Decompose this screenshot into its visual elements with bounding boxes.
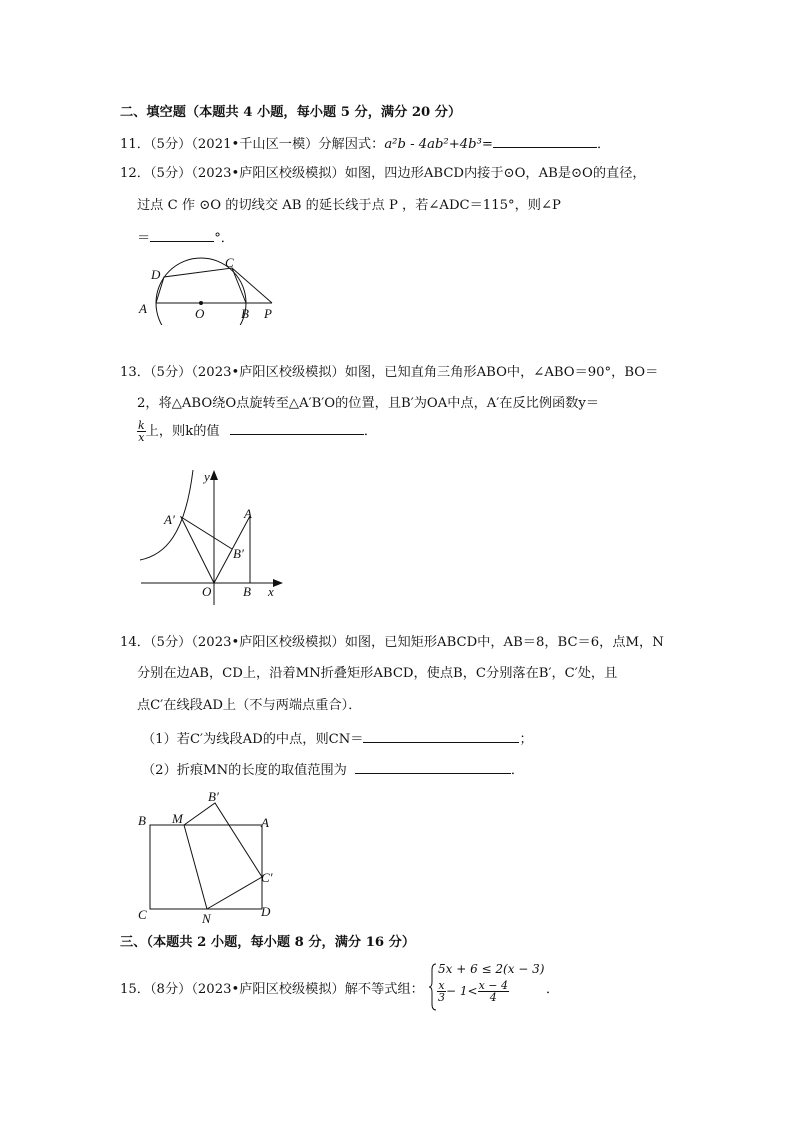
label-d: D bbox=[151, 267, 161, 282]
question-11 bbox=[120, 134, 610, 154]
label-c: C bbox=[138, 907, 147, 922]
section-heading-problems: 三、（本题共 2 小题，每小题 8 分，满分 16 分） bbox=[120, 935, 416, 950]
q15-inequality-system bbox=[429, 962, 549, 1012]
folded-edge-nc1 bbox=[207, 877, 262, 909]
triangle-a1b1o bbox=[181, 517, 232, 583]
label-a: A bbox=[244, 506, 252, 521]
q13-line-3-text: 上，则k的值 bbox=[145, 424, 220, 439]
q14-line-3: 点C′在线段AD上（不与两端点重合）． bbox=[137, 698, 362, 713]
label-b: B bbox=[241, 306, 249, 321]
q14-sub1-text: （1）若C′为线段AD的中点，则CN＝ bbox=[142, 732, 364, 747]
q13-line-1: 13．（5分）（2023•庐阳区校级模拟）如图，已知直角三角形ABO中，∠ABO＝90°，BO＝ bbox=[120, 365, 659, 380]
q13-answer-blank[interactable] bbox=[230, 421, 364, 435]
tangent-cp bbox=[232, 268, 272, 303]
triangle-abo bbox=[214, 516, 250, 583]
q12-line-3 bbox=[137, 228, 234, 248]
q11-prefix: 11．（5分）（2021•千山区一模）分解因式： bbox=[120, 137, 385, 152]
center-point bbox=[199, 301, 203, 305]
q14-sub2-answer-blank[interactable] bbox=[355, 760, 511, 774]
q14-rectangle-figure bbox=[132, 785, 282, 925]
q15-inequality-1: 5x + 6 ≤ 2(x − 3) bbox=[438, 962, 545, 976]
q13-line-3 bbox=[137, 420, 377, 443]
label-n: N bbox=[202, 911, 211, 925]
q13-coordinate-figure bbox=[135, 465, 285, 605]
q14-sub-question-2 bbox=[142, 760, 524, 780]
quadrilateral-abcd bbox=[156, 268, 246, 303]
label-b-prime: B′ bbox=[233, 546, 244, 561]
label-d: D bbox=[261, 904, 271, 919]
q15-fraction-x-over-3: $\frac{x}{3}$ bbox=[438, 979, 445, 1004]
q15-minus-one-less: − 1< bbox=[446, 984, 478, 998]
rectangle-abcd bbox=[150, 825, 262, 909]
label-b: B bbox=[138, 813, 146, 828]
q14-sub2-suffix: ． bbox=[510, 763, 525, 778]
q13-suffix: ． bbox=[363, 424, 377, 439]
q14-sub1-suffix: ； bbox=[519, 732, 533, 747]
q11-expression: a²b - 4ab²+4b³= bbox=[384, 137, 493, 152]
label-o: O bbox=[202, 584, 212, 599]
q12-line-1: 12．（5分）（2023•庐阳区校级模拟）如图，四边形ABCD内接于⊙O，AB是⊙O的直径， bbox=[120, 166, 646, 181]
q13-fraction-k-over-x: $\frac{k}{x}$ bbox=[138, 419, 145, 444]
left-brace-icon bbox=[429, 962, 437, 1012]
q15-inequality-2 bbox=[437, 980, 509, 1003]
q12-equals: ＝ bbox=[137, 231, 151, 246]
q11-answer-blank[interactable] bbox=[493, 134, 597, 148]
label-c-prime: C′ bbox=[261, 870, 273, 885]
label-x: x bbox=[268, 584, 274, 599]
y-axis-arrow bbox=[210, 470, 218, 480]
section-heading-fill-blank: 二、填空题（本题共 4 小题，每小题 5 分，满分 20 分） bbox=[120, 105, 462, 120]
q15-fraction-x-minus-4-over-4: $\frac{x - 4}{4}$ bbox=[478, 979, 508, 1004]
q14-sub-question-1 bbox=[142, 729, 533, 749]
label-p: P bbox=[264, 306, 272, 321]
q12-degree-suffix: °． bbox=[214, 231, 234, 246]
q15-suffix: ． bbox=[546, 982, 560, 997]
label-o: O bbox=[195, 306, 205, 321]
q12-answer-blank[interactable] bbox=[150, 228, 214, 242]
label-a: A bbox=[139, 301, 147, 316]
q14-sub1-answer-blank[interactable] bbox=[363, 729, 519, 743]
q12-line-2: 过点 C 作 ⊙O 的切线交 AB 的延长线于点 P ，若∠ADC＝115°，则∠P bbox=[137, 198, 561, 213]
q14-sub2-text: （2）折痕MN的长度的取值范围为 bbox=[142, 763, 347, 778]
q13-line-2: 2，将△ABO绕O点旋转至△A′B′O的位置，且B′为OA中点，A′在反比例函数y＝ bbox=[137, 396, 600, 411]
q11-suffix: ． bbox=[596, 137, 611, 152]
label-c: C bbox=[225, 255, 234, 270]
q14-line-1: 14．（5分）（2023•庐阳区校级模拟）如图，已知矩形ABCD中，AB＝8，BC＝6，点M，N bbox=[120, 635, 664, 650]
q14-line-2: 分别在边AB，CD上，沿着MN折叠矩形ABCD，使点B，C分别落在B′，C′处，且 bbox=[137, 666, 618, 681]
x-axis-arrow bbox=[273, 579, 283, 587]
label-b-prime: B′ bbox=[208, 789, 219, 804]
q12-circle-figure bbox=[130, 255, 290, 325]
label-a: A bbox=[261, 815, 269, 830]
label-y: y bbox=[204, 469, 210, 484]
q15-prefix: 15．（8分）（2023•庐阳区校级模拟）解不等式组： bbox=[120, 982, 424, 997]
crease-mn bbox=[184, 825, 207, 909]
label-a-prime: A′ bbox=[164, 512, 175, 527]
label-m: M bbox=[172, 811, 183, 826]
label-b: B bbox=[243, 584, 251, 599]
